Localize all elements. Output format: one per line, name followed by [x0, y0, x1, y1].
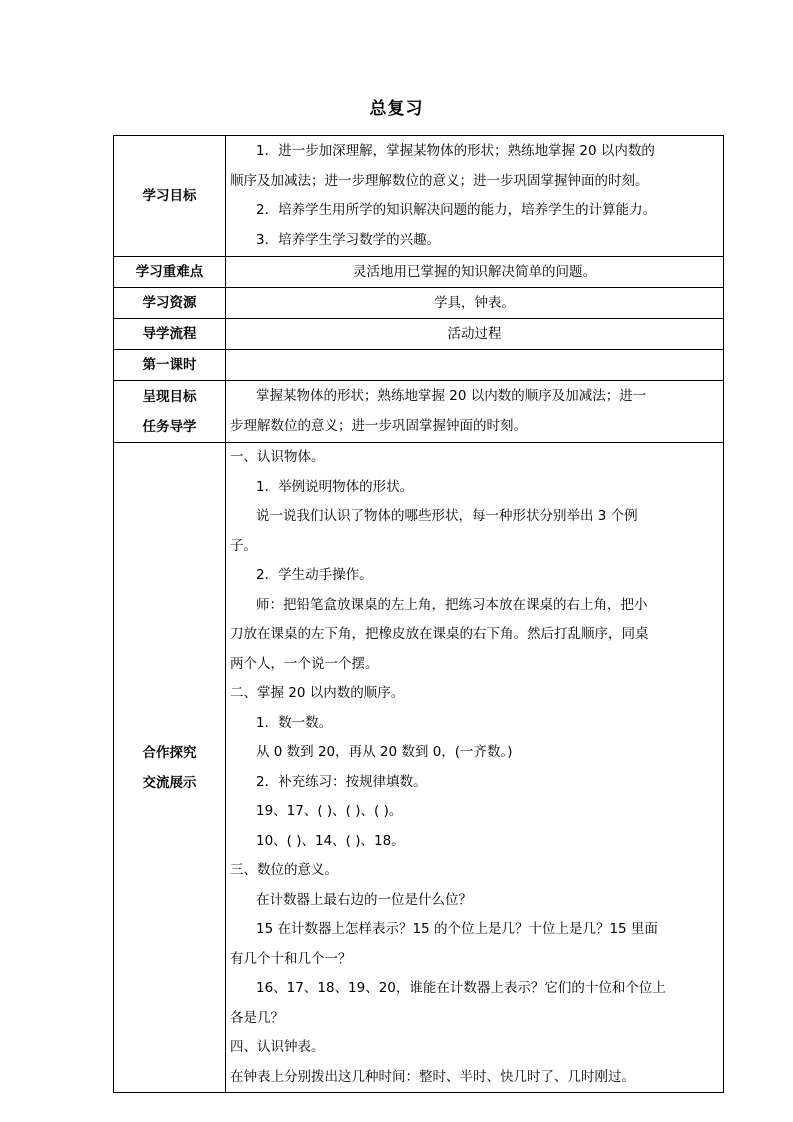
row-goals [114, 136, 724, 257]
row-process [114, 319, 724, 350]
explore-line-5: 2．学生动手操作。 [256, 567, 373, 583]
row-present-goals [114, 381, 724, 443]
explore-line-12: 2．补充练习：按规律填数。 [256, 773, 427, 790]
explore-line-19: 16、17、18、19、20，谁能在计数器上表示？它们的十位和个位上 [256, 980, 666, 996]
lesson-table [113, 135, 724, 1093]
label-present-goals-line-2: 任务导学 [142, 418, 197, 435]
label-resources: 学习资源 [114, 288, 226, 319]
label-goals: 学习目标 [114, 136, 226, 257]
explore-line-18: 有几个十和几个一？ [230, 950, 352, 967]
label-present-goals [114, 381, 226, 443]
present-line-1: 掌握某物体的形状；熟练地掌握 20 以内数的顺序及加减法；进一 [256, 388, 647, 404]
label-explore [114, 443, 226, 1093]
goal-line-3: 2．培养学生用所学的知识解决问题的能力，培养学生的计算能力。 [256, 202, 657, 218]
goal-line-4: 3．培养学生学习数学的兴趣。 [256, 231, 441, 248]
label-explore-line-2: 交流展示 [142, 774, 197, 791]
label-process: 导学流程 [114, 319, 226, 350]
explore-line-17: 15 在计数器上怎样表示？15 的个位上是几？十位上是几？15 里面 [256, 921, 658, 937]
explore-line-7: 刀放在课桌的左下角，把橡皮放在课桌的右下角。然后打乱顺序，同桌 [230, 626, 649, 642]
page-title: 总复习 [369, 99, 424, 119]
explore-line-2: 1．举例说明物体的形状。 [256, 478, 414, 495]
row-explore [114, 443, 724, 1093]
present-line-2: 步理解数位的意义；进一步巩固掌握钟面的时刻。 [230, 417, 527, 434]
content-explore [226, 443, 724, 1093]
explore-line-21: 四、认识钟表。 [230, 1039, 325, 1055]
explore-line-9: 二、掌握 20 以内数的顺序。 [230, 685, 405, 701]
label-key-points: 学习重难点 [114, 257, 226, 288]
goal-line-2: 顺序及加减法；进一步理解数位的意义；进一步巩固掌握钟面的时刻。 [230, 172, 649, 189]
content-present-goals [226, 381, 724, 443]
explore-line-1: 一、认识物体。 [230, 449, 325, 465]
explore-line-13: 19、17、( )、( )、( )。 [256, 803, 403, 819]
content-key-points: 灵活地用已掌握的知识解决简单的问题。 [226, 257, 724, 288]
explore-line-10: 1．数一数。 [256, 714, 333, 731]
row-resources [114, 288, 724, 319]
label-explore-line-1: 合作探究 [142, 744, 197, 761]
goal-line-1: 1．进一步加深理解，掌握某物体的形状；熟练地掌握 20 以内数的 [256, 143, 655, 159]
content-first-lesson [226, 350, 724, 381]
explore-line-14: 10、( )、14、( )、18。 [256, 832, 405, 849]
explore-line-22: 在钟表上分别拨出这几种时间：整时、半时、快几时了、几时刚过。 [230, 1068, 635, 1085]
explore-line-15: 三、数位的意义。 [230, 862, 338, 878]
explore-line-20: 各是几？ [230, 1009, 284, 1026]
row-first-lesson [114, 350, 724, 381]
explore-line-8: 两个人，一个说一个摆。 [230, 655, 379, 672]
content-goals [226, 136, 724, 257]
row-key-points [114, 257, 724, 288]
content-process: 活动过程 [226, 319, 724, 350]
content-resources: 学具，钟表。 [226, 288, 724, 319]
label-present-goals-line-1: 呈现目标 [142, 388, 197, 405]
explore-line-11: 从 0 数到 20，再从 20 数到 0，(一齐数。) [256, 744, 513, 760]
explore-line-4: 子。 [230, 537, 257, 554]
explore-line-16: 在计数器上最右边的一位是什么位？ [256, 891, 472, 908]
explore-line-3: 说一说我们认识了物体的哪些形状，每一种形状分别举出 3 个例 [256, 508, 638, 524]
label-first-lesson: 第一课时 [114, 350, 226, 381]
explore-line-6: 师：把铅笔盒放课桌的左上角，把练习本放在课桌的右上角，把小 [256, 596, 648, 613]
